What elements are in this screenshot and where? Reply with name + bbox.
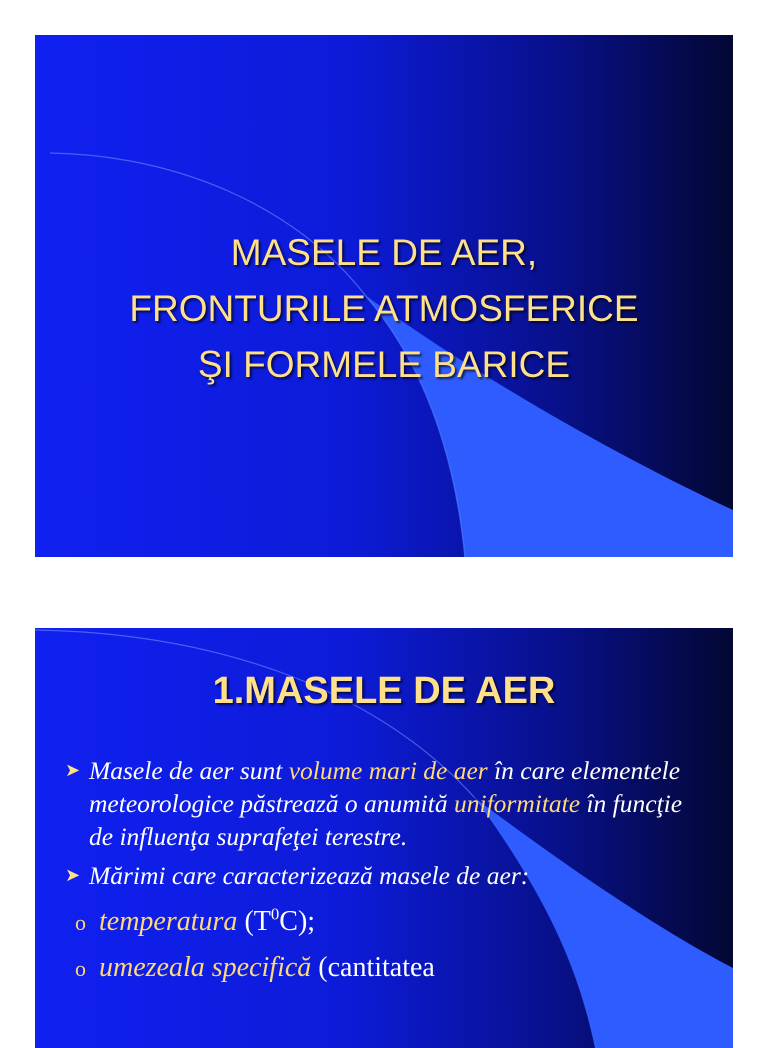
bullet-text: în funcţie de influenţa suprafeţei terestre.: [89, 789, 683, 851]
title-line: ŞI FORMELE BARICE: [197, 344, 571, 385]
term-text: umezeala specifică: [99, 952, 312, 983]
sub-text: C);: [279, 906, 316, 937]
sub-bullet-item: [65, 948, 685, 988]
circle-bullet-icon: o: [75, 910, 86, 935]
slide-body: [65, 754, 685, 988]
circle-bullet-icon: o: [75, 956, 86, 981]
highlight-text: uniformitate: [453, 789, 581, 818]
bullet-text: Masele de aer sunt: [89, 756, 289, 785]
content-slide: [35, 628, 733, 1048]
superscript: 0: [270, 904, 280, 924]
bullet-text: în care elementele meteorologice păstrează o anumită: [89, 756, 681, 818]
term-text: temperatura: [99, 906, 238, 937]
title-line: FRONTURILE ATMOSFERICE: [129, 288, 639, 329]
bullet-item: [65, 859, 685, 892]
title-slide: [35, 35, 733, 557]
slide-title: 1.MASELE DE AER: [212, 670, 556, 712]
sub-text: (T: [237, 906, 271, 937]
sub-text: (cantitatea: [311, 952, 435, 983]
arrow-bullet-icon: ➤: [65, 760, 81, 780]
arrow-bullet-icon: ➤: [65, 865, 81, 885]
highlight-text: volume mari de aer: [288, 756, 488, 785]
bullet-item: [65, 754, 685, 853]
slide-title: [35, 225, 733, 393]
bullet-text: Mărimi care caracterizează masele de aer:: [89, 861, 530, 890]
title-line: MASELE DE AER,: [230, 232, 538, 273]
sub-bullet-item: [65, 902, 685, 942]
